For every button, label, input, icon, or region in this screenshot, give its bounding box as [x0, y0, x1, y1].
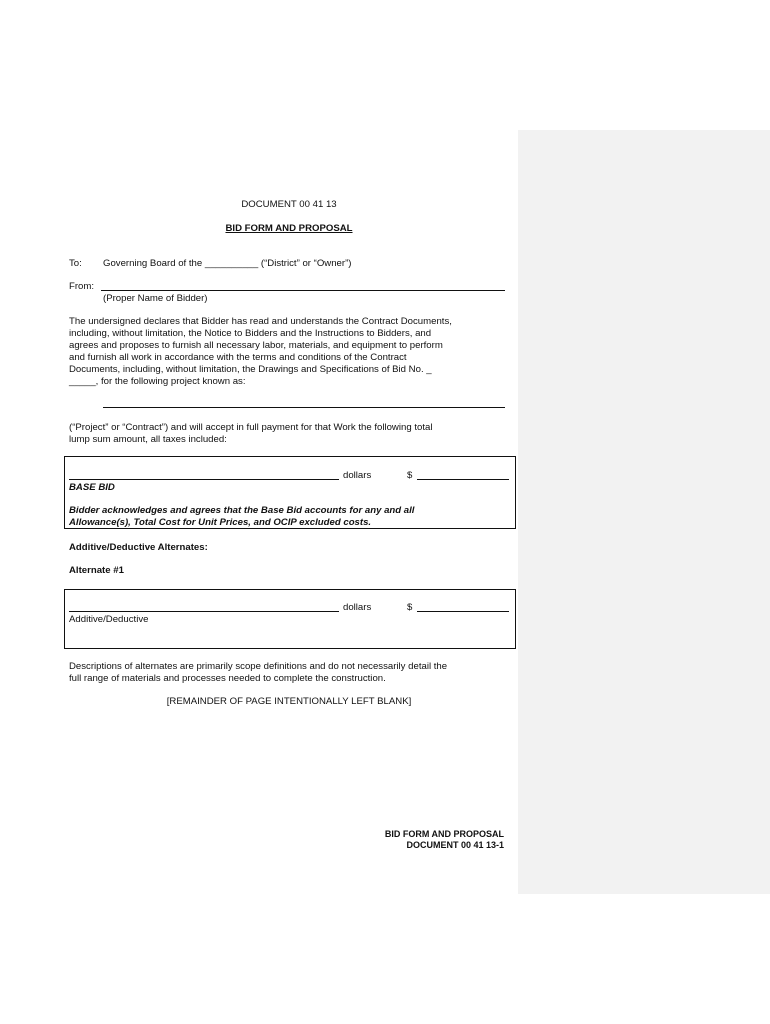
acceptance-line: (“Project” or “Contract”) and will accept in full payment for that Work the following total	[69, 422, 433, 433]
bidder-name-caption: (Proper Name of Bidder)	[103, 293, 208, 304]
document-number: DOCUMENT 00 41 13	[241, 199, 337, 210]
declaration-line: including, without limitation, the Notice to Bidders and the Instructions to Bidders, and	[69, 328, 432, 339]
alternate-1-heading: Alternate #1	[69, 565, 124, 576]
declaration-line: The undersigned declares that Bidder has read and understands the Contract Documents,	[69, 316, 452, 327]
base-bid-note-line: Bidder acknowledges and agrees that the Base Bid accounts for any and all	[69, 505, 415, 516]
footer-page-number: DOCUMENT 00 41 13-1	[406, 840, 504, 850]
descriptions-line: Descriptions of alternates are primarily scope definitions and do not necessarily detail the	[69, 661, 448, 672]
alternate-1-label: Additive/Deductive	[69, 614, 149, 625]
base-bid-label: BASE BID	[69, 482, 115, 493]
declaration-line: agrees and proposes to furnish all necessary labor, materials, and equipment to perform	[69, 340, 443, 351]
base-bid-note-line: Allowance(s), Total Cost for Unit Prices, and OCIP excluded costs.	[69, 517, 372, 528]
base-bid-currency: $	[407, 470, 413, 481]
alternate-1-currency: $	[407, 602, 413, 613]
declaration-line: and furnish all work in accordance with the terms and conditions of the Contract	[69, 352, 407, 363]
to-label: To:	[69, 258, 82, 269]
document-title: BID FORM AND PROPOSAL	[225, 223, 353, 234]
alternate-1-words-line[interactable]	[69, 611, 339, 612]
alternate-1-dollars-label: dollars	[343, 602, 372, 613]
to-text: Governing Board of the __________ (“District” or “Owner”)	[103, 258, 352, 269]
declaration-line: _____, for the following project known as:	[69, 376, 246, 387]
project-name-line[interactable]	[103, 407, 505, 408]
declaration-line: Documents, including, without limitation, the Drawings and Specifications of Bid No. _	[69, 364, 432, 375]
comment-pane	[518, 130, 770, 894]
alternates-heading: Additive/Deductive Alternates:	[69, 542, 208, 553]
from-label: From:	[69, 281, 95, 292]
descriptions-line: full range of materials and processes needed to complete the construction.	[69, 673, 386, 684]
acceptance-line: lump sum amount, all taxes included:	[69, 434, 227, 445]
base-bid-amount-line[interactable]	[417, 479, 509, 480]
alternate-1-amount-line[interactable]	[417, 611, 509, 612]
base-bid-dollars-label: dollars	[343, 470, 372, 481]
footer-title: BID FORM AND PROPOSAL	[384, 829, 504, 839]
remainder-note: [REMAINDER OF PAGE INTENTIONALLY LEFT BLANK]	[166, 696, 412, 707]
bidder-name-line[interactable]	[101, 290, 505, 291]
base-bid-words-line[interactable]	[69, 479, 339, 480]
